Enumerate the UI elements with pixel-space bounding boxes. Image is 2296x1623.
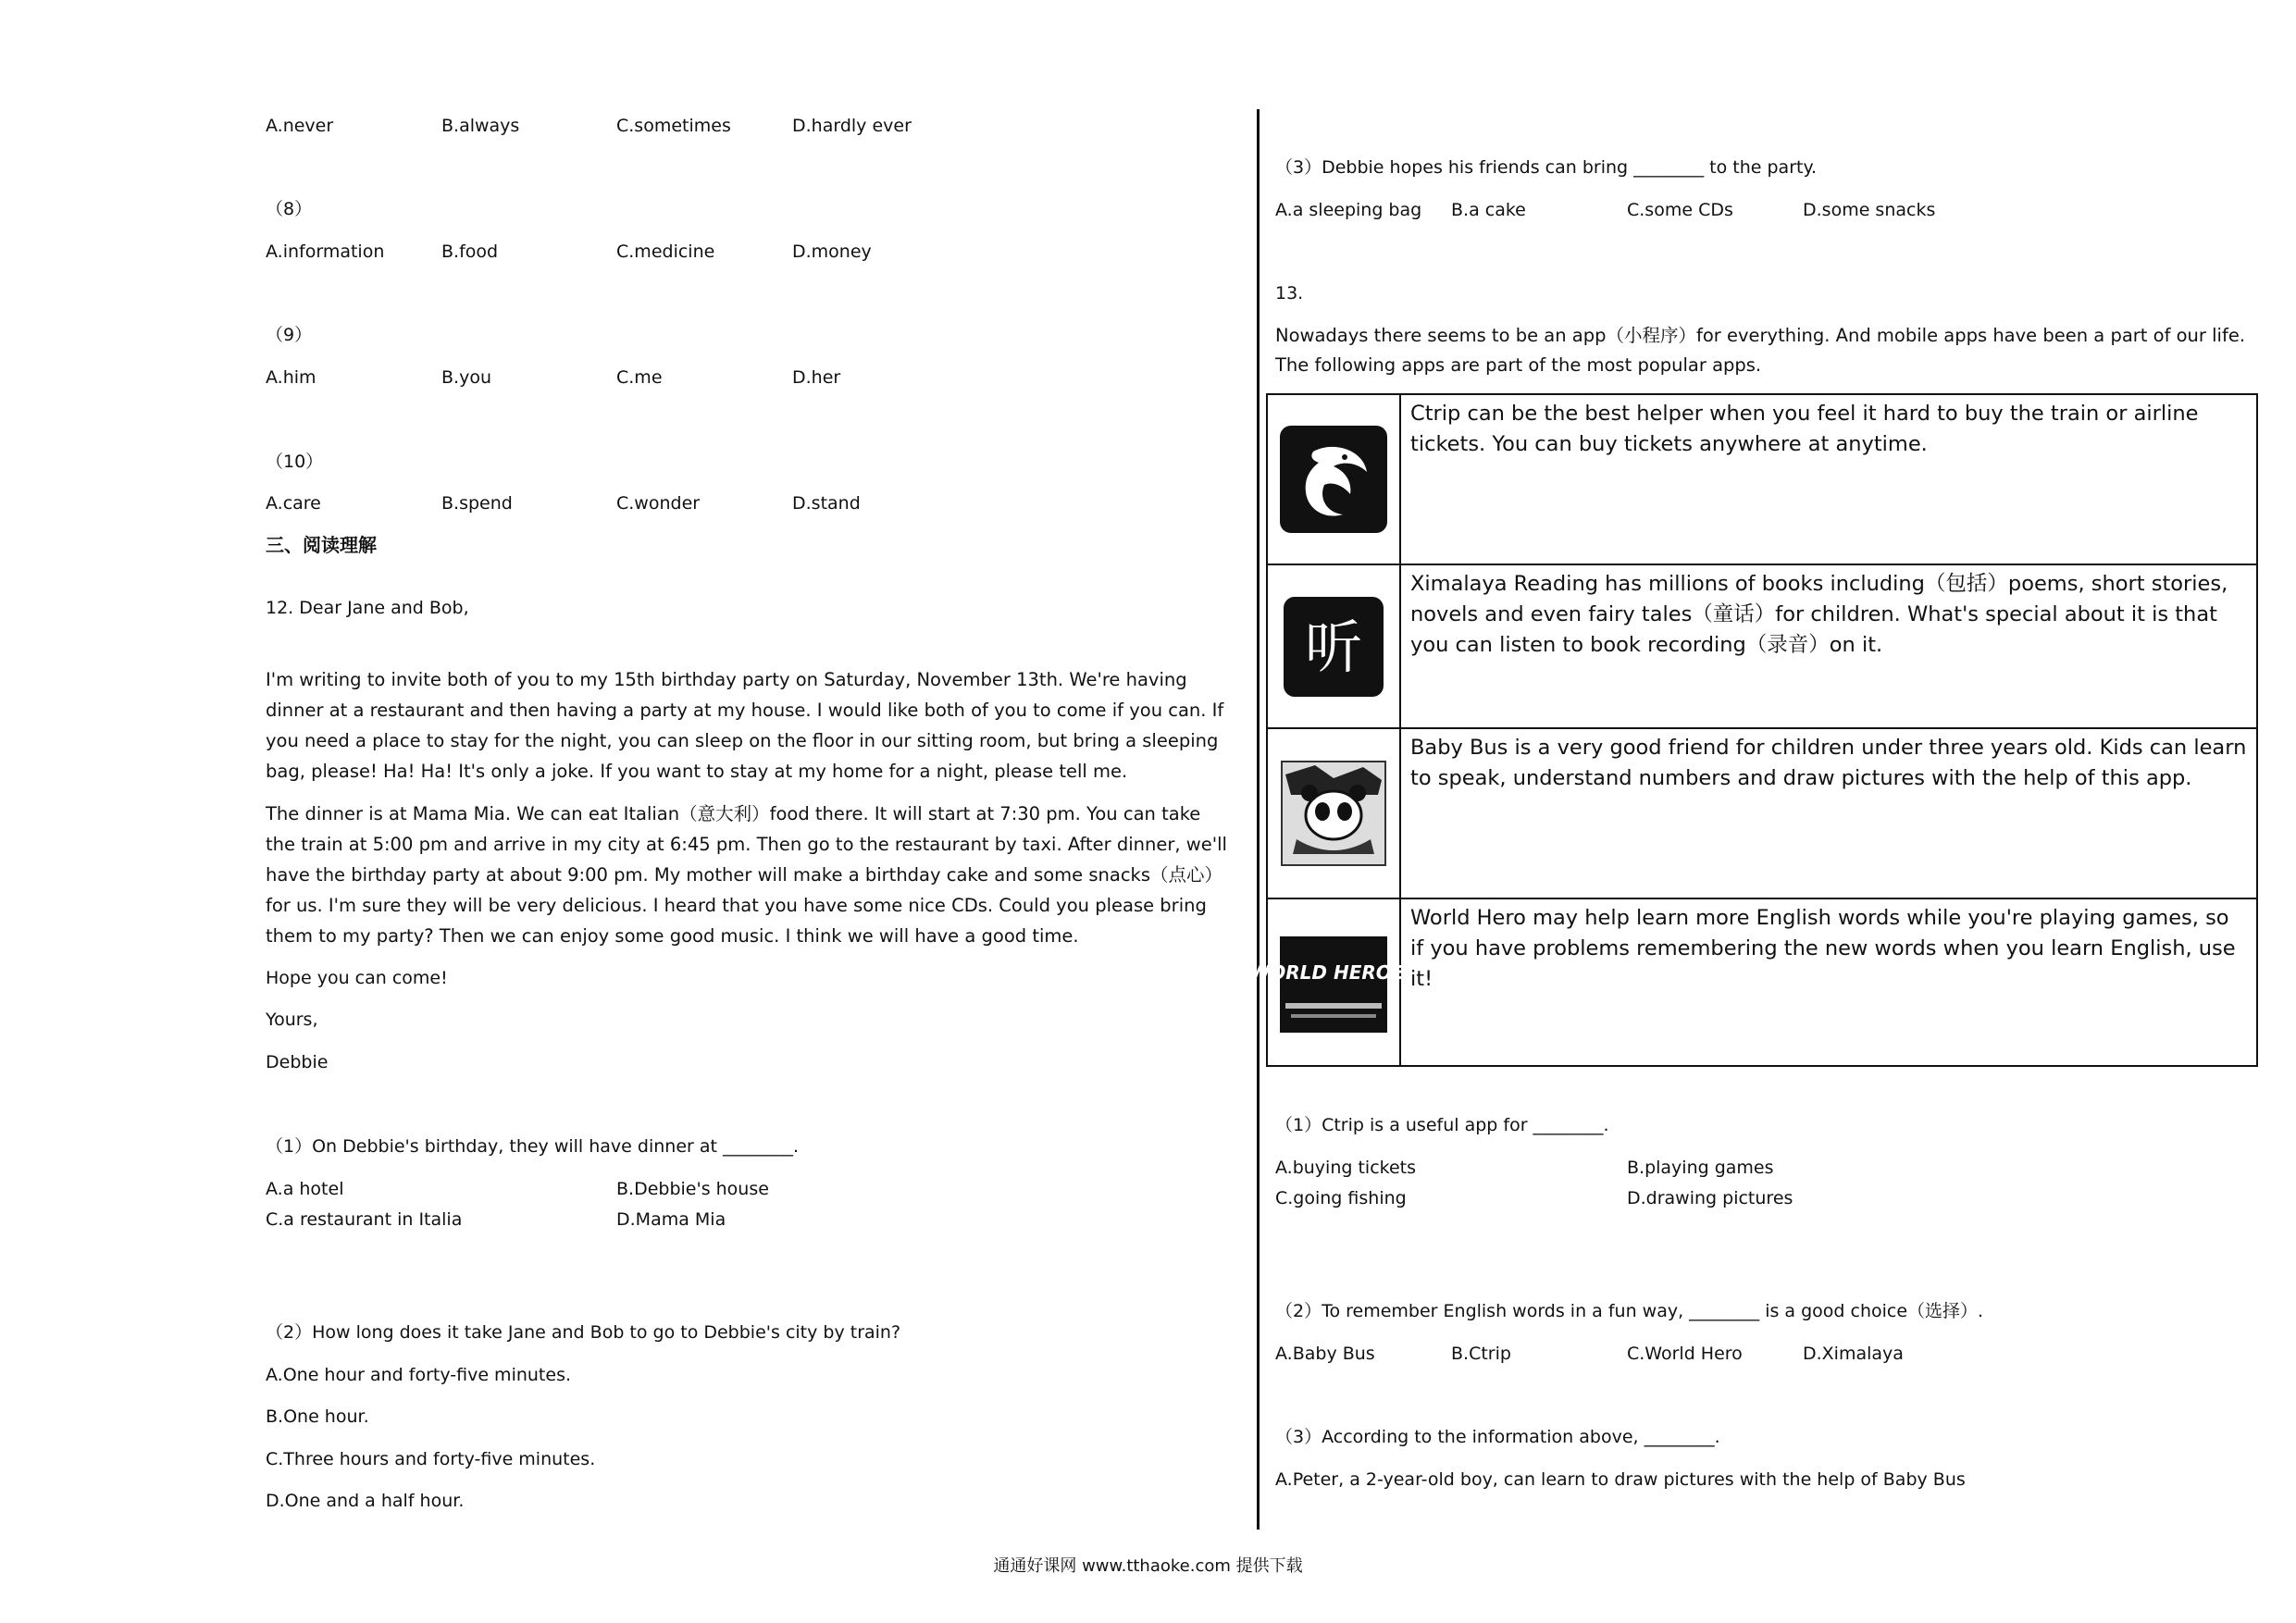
q12-3-option-d: D.some snacks [1803,200,1936,220]
q7-option-d: D.hardly ever [792,116,912,136]
q13-1-option-b: B.playing games [1627,1158,1774,1178]
ting-glyph: 听 [1304,613,1363,681]
world-heroes-icon [1249,927,1418,1038]
q13-3-option-a: A.Peter, a 2-year-old boy, can learn to draw pictures with the help of Baby Bus [1275,1469,1966,1490]
q10-option-b: B.spend [441,493,513,514]
q12-3-option-b: B.a cake [1451,200,1526,220]
q13-2-question: （2）To remember English words in a fun way, ________ is a good choice（选择）. [1275,1301,1984,1321]
q9-option-c: C.me [616,367,663,388]
q10-label: （10） [266,452,324,472]
q12-2-option-d: D.One and a half hour. [266,1491,465,1511]
letter-yours: Yours, [266,1010,318,1030]
q12-3-question: （3）Debbie hopes his friends can bring ________ to the party. [1275,157,1818,178]
q10-option-c: C.wonder [616,493,701,514]
letter-closing: Hope you can come! [266,968,448,988]
q13-intro: Nowadays there seems to be an app（小程序）for everything. And mobile apps have been a part of our life. The following apps are part of the most popular apps. [1275,325,2246,376]
q10-option-a: A.care [266,493,321,514]
q12-1-option-b: B.Debbie's house [616,1179,769,1199]
app-desc-ctrip: Ctrip can be the best helper when you feel it hard to buy the train or airline tickets. You can buy tickets anywhere at anytime. [1400,394,2257,564]
q13-1-question: （1）Ctrip is a useful app for ________. [1275,1115,1609,1135]
q13-2-option-d: D.Ximalaya [1803,1344,1904,1364]
panda-icon [1278,758,1389,869]
app-row-ctrip [1267,394,2257,564]
letter-signature: Debbie [266,1052,329,1072]
apps-table [1249,393,2258,1067]
q13-1-option-d: D.drawing pictures [1627,1188,1793,1208]
section-heading: 三、阅读理解 [266,534,377,556]
q8-option-b: B.food [441,242,499,262]
q7-option-a: A.never [266,116,334,136]
q13-2-option-b: B.Ctrip [1451,1344,1511,1364]
q9-label: （9） [266,325,313,345]
q9-option-d: D.her [792,367,841,388]
app-row-babybus [1267,728,2257,898]
q12-1-option-d: D.Mama Mia [616,1209,726,1230]
q12-2-question: （2）How long does it take Jane and Bob to go to Debbie's city by train? [266,1322,901,1343]
q7-option-c: C.sometimes [616,116,731,136]
q12-2-option-c: C.Three hours and forty-five minutes. [266,1449,596,1469]
q13-1-option-c: C.going fishing [1275,1188,1407,1208]
app-desc-babybus: Baby Bus is a very good friend for children under three years old. Kids can learn to speak, understand numbers and draw pictures with the help of this app. [1400,728,2257,898]
letter-paragraph-2: The dinner is at Mama Mia. We can eat Italian（意大利）food there. It will start at 7:30 pm. You can take the train at 5:00 pm and arrive in my city at 6:45 pm. Then go to the restaurant by taxi. After dinner, we'll have the birthday party at about 9:00 pm. My mother will make a birthday cake and some snacks（点心）for us. I'm sure they will be very delicious. I heard that you have some nice CDs. Could you please bring them to my party? Then we can enjoy some good music. I think we will have a good time. [266,803,1227,947]
q12-2-option-b: B.One hour. [266,1406,369,1427]
q12-1-question: （1）On Debbie's birthday, they will have dinner at ________. [266,1136,800,1157]
ting-listen-icon [1278,591,1389,702]
q13-2-option-a: A.Baby Bus [1275,1344,1375,1364]
q13-3-question: （3）According to the information above, ________. [1275,1427,1720,1447]
q12-2-option-a: A.One hour and forty-five minutes. [266,1365,572,1385]
q13-number: 13. [1275,283,1304,304]
q13-1-option-a: A.buying tickets [1275,1158,1417,1178]
q12-3-option-a: A.a sleeping bag [1275,200,1422,220]
q8-option-a: A.information [266,242,385,262]
q8-option-d: D.money [792,242,872,262]
letter-paragraph-1: I'm writing to invite both of you to my 15th birthday party on Saturday, November 13th. We're having dinner at a restaurant and then having a party at my house. I would like both of you to come if you can. If you need a place to stay for the night, you can sleep on the floor in our sitting room, but bring a sleeping bag, please! Ha! Ha! It's only a joke. If you want to stay at my home for a night, please tell me. [266,669,1224,782]
app-desc-ximalaya: Ximalaya Reading has millions of books including（包括）poems, short stories, novels and even fairy tales（童话）for children. What's special about it is that you can listen to book recording（录音）on it. [1400,564,2257,728]
column-divider [1257,109,1260,1530]
page-footer: 通通好课网 www.tthaoke.com 提供下载 [993,1556,1303,1576]
app-row-ximalaya [1267,564,2257,728]
q10-option-d: D.stand [792,493,861,514]
world-heroes-logo-text: WORLD HEROES [1249,960,1418,984]
q9-option-a: A.him [266,367,316,388]
q8-label: （8） [266,199,313,219]
dolphin-icon [1278,424,1389,535]
app-row-worldhero [1267,898,2257,1066]
q13-2-option-c: C.World Hero [1627,1344,1743,1364]
q12-1-option-c: C.a restaurant in Italia [266,1209,463,1230]
q9-option-b: B.you [441,367,491,388]
q8-option-c: C.medicine [616,242,715,262]
letter-greeting: 12. Dear Jane and Bob, [266,598,469,618]
app-desc-worldhero: World Hero may help learn more English words while you're playing games, so if you have problems remembering the new words when you learn English, use it! [1400,898,2257,1066]
q12-3-option-c: C.some CDs [1627,200,1733,220]
q7-option-b: B.always [441,116,520,136]
q12-1-option-a: A.a hotel [266,1179,344,1199]
